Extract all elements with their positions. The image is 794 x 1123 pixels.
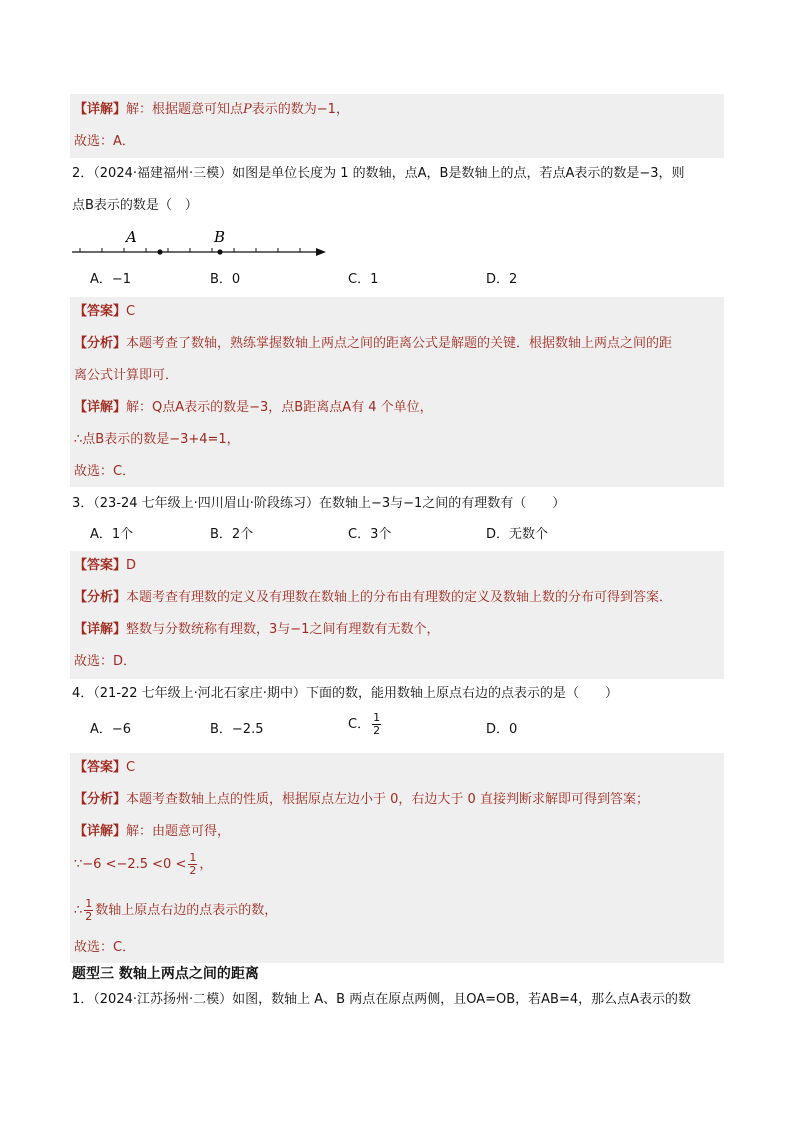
point-a-dot bbox=[157, 249, 162, 254]
option-b: B．2个 bbox=[210, 527, 254, 542]
question-stem: 1．（2024·江苏扬州·二模）如图，数轴上 A、B 两点在原点两侧，且OA=OB，若AB=4，那么点A表示的数 bbox=[72, 992, 692, 1007]
question-stem: 3．（23-24 七年级上·四川眉山·阶段练习）在数轴上−3与−1之间的有理数有（ ） bbox=[72, 496, 566, 511]
option-b: B．0 bbox=[210, 272, 241, 287]
option-d: D．2 bbox=[486, 272, 518, 287]
option-a: A．−1 bbox=[90, 272, 132, 287]
point-b-dot bbox=[217, 249, 222, 254]
conclusion-line: ∴ $\frac{1}{2}$ 数轴上原点右边的点表示的数， bbox=[74, 897, 278, 923]
analysis-line: 离公式计算即可． bbox=[74, 368, 179, 383]
option-d: D．无数个 bbox=[486, 527, 549, 542]
option-a: A．1个 bbox=[90, 527, 134, 542]
option-c: C．3个 bbox=[348, 527, 392, 542]
option-a: A．−6 bbox=[90, 722, 132, 737]
question-stem: 点B表示的数是（ ） bbox=[72, 198, 198, 213]
detail-line: ∴点B表示的数是−3+4=1， bbox=[74, 432, 240, 447]
detail-line: 【详解】解：根据题意可知点P表示的数为−1， bbox=[74, 102, 349, 117]
fraction-one-half: $\frac{1}{2}$ bbox=[373, 711, 381, 737]
analysis-line: 【分析】本题考查了数轴，熟练掌握数轴上两点之间的距离公式是解题的关键．根据数轴上两点之间的距 bbox=[74, 336, 673, 351]
solution-box bbox=[70, 297, 724, 487]
answer-line: 【答案】D bbox=[74, 558, 137, 573]
option-c: C． $\frac{1}{2}$ bbox=[348, 711, 381, 737]
fraction-one-half: $\frac{1}{2}$ bbox=[85, 897, 93, 923]
detail-line: 【详解】解：由题意可得， bbox=[74, 824, 231, 839]
analysis-line: 【分析】本题考查有理数的定义及有理数在数轴上的分布由有理数的定义及数轴上数的分布可得到答案． bbox=[74, 590, 673, 605]
detail-tag: 【详解】 bbox=[74, 102, 127, 117]
choose-line: 故选：D． bbox=[74, 654, 137, 669]
option-b: B．−2.5 bbox=[210, 722, 264, 737]
number-line-figure bbox=[70, 224, 332, 264]
choose-line: 故选：C． bbox=[74, 940, 136, 955]
choose-line: 故选：A． bbox=[74, 134, 135, 149]
detail-line: 【详解】整数与分数统称有理数，3与−1之间有理数有无数个， bbox=[74, 622, 440, 637]
point-b-label: B bbox=[214, 228, 226, 246]
option-d: D．0 bbox=[486, 722, 518, 737]
choose-line: 故选：C． bbox=[74, 464, 136, 479]
question-stem: 2．（2024·福建福州·三模）如图是单位长度为 1 的数轴，点A，B是数轴上的点，若点A表示的数是−3，则 bbox=[72, 166, 685, 181]
question-stem: 4．（21-22 七年级上·河北石家庄·期中）下面的数，能用数轴上原点右边的点表示的是（ ） bbox=[72, 686, 618, 701]
answer-line: 【答案】C bbox=[74, 304, 136, 319]
solution-box bbox=[70, 551, 724, 679]
detail-line: 【详解】解：Q点A表示的数是−3，点B距离点A有 4 个单位， bbox=[74, 400, 433, 415]
answer-line: 【答案】C bbox=[74, 760, 136, 775]
inequality-line: ∵−6 <−2.5 <0 < $\frac{1}{2}$ ， bbox=[74, 851, 213, 877]
analysis-line: 【分析】本题考查数轴上点的性质，根据原点左边小于 0，右边大于 0 直接判断求解即可得到答案； bbox=[74, 792, 649, 807]
section-heading: 题型三 数轴上两点之间的距离 bbox=[72, 966, 259, 982]
point-a-label: A bbox=[126, 228, 137, 246]
option-c: C．1 bbox=[348, 272, 379, 287]
fraction-one-half: $\frac{1}{2}$ bbox=[189, 851, 197, 877]
